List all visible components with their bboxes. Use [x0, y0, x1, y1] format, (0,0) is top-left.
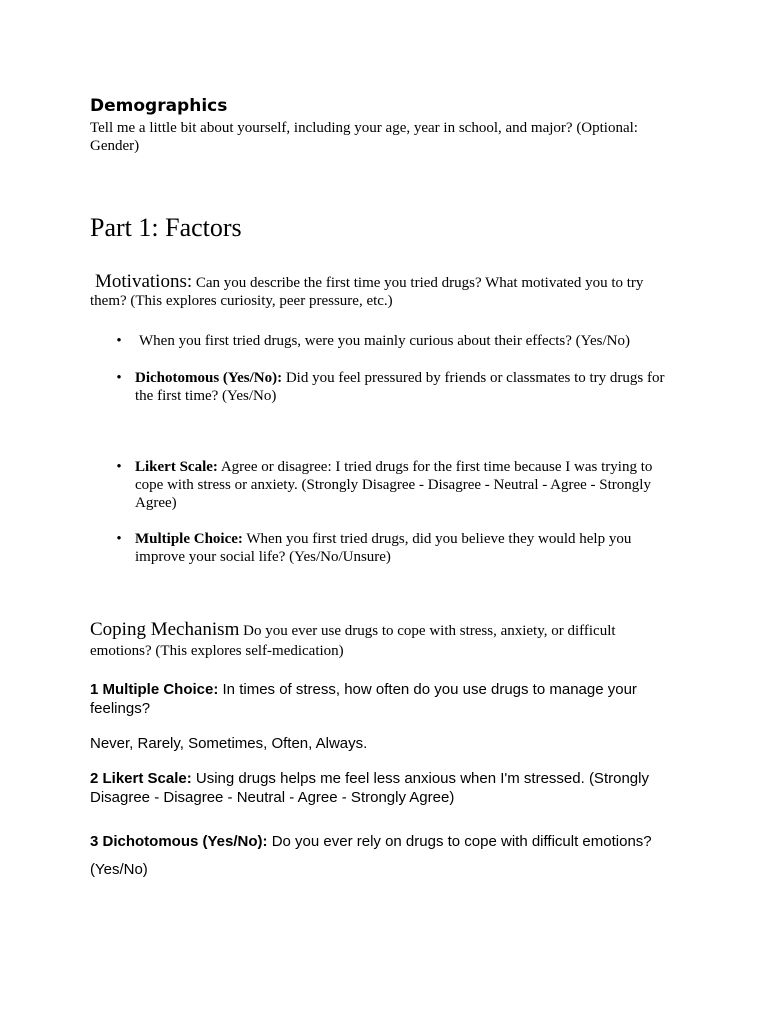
motivations-paragraph	[90, 273, 680, 310]
question-1-options: Never, Rarely, Sometimes, Often, Always.	[90, 735, 368, 752]
question-2	[90, 769, 670, 807]
coping-text: Do you ever use drugs to cope with stress, anxiety, or difficult emotions? (This explores self-medication)	[90, 623, 616, 659]
question-label: 2 Likert Scale:	[90, 770, 192, 787]
demographics-heading: Demographics	[90, 96, 228, 116]
list-item-text: When you first tried drugs, did you believe they would help you improve your social life? (Yes/No/Unsure)	[135, 531, 632, 565]
question-3-answer: (Yes/No)	[90, 861, 148, 878]
coping-paragraph	[90, 620, 665, 661]
list-item-text: Did you feel pressured by friends or classmates to try drugs for the first time? (Yes/No)	[135, 370, 665, 404]
list-item-label: Dichotomous (Yes/No):	[135, 370, 283, 386]
coping-heading: Coping Mechanism	[90, 619, 240, 640]
question-text: Using drugs helps me feel less anxious when I'm stressed. (Strongly Disagree - Disagree - Neutral - Agree - Strongly Agree)	[90, 770, 649, 806]
list-item	[116, 332, 675, 350]
bullet-icon: •	[116, 459, 122, 475]
question-label: 3 Dichotomous (Yes/No):	[90, 833, 268, 850]
part-title: Part 1: Factors	[90, 213, 242, 242]
list-item	[116, 458, 675, 512]
question-text: In times of stress, how often do you use drugs to manage your feelings?	[90, 681, 637, 717]
list-item	[116, 369, 675, 405]
bullet-icon: •	[116, 370, 122, 386]
question-1	[90, 680, 670, 718]
question-text: Do you ever rely on drugs to cope with difficult emotions?	[271, 833, 652, 850]
list-item-label: Multiple Choice:	[135, 531, 243, 547]
list-item-text: When you first tried drugs, were you mainly curious about their effects? (Yes/No)	[139, 333, 630, 349]
list-item-label: Likert Scale:	[135, 459, 218, 475]
question-3	[90, 832, 670, 851]
list-item-text: Agree or disagree: I tried drugs for the first time because I was trying to cope with stress or anxiety. (Strongly Disagree - Disagree - Neutral - Agree - Strongly Agree)	[135, 459, 653, 511]
list-item	[116, 530, 675, 566]
motivations-text: Can you describe the first time you tried drugs? What motivated you to try them? (This explores curiosity, peer pressure, etc.)	[90, 275, 644, 309]
demographics-text: Tell me a little bit about yourself, including your age, year in school, and major? (Optional: Gender)	[90, 120, 638, 154]
question-label: 1 Multiple Choice:	[90, 681, 219, 698]
bullet-icon: •	[116, 333, 122, 349]
bullet-icon: •	[116, 531, 122, 547]
motivations-heading: Motivations:	[95, 271, 193, 292]
